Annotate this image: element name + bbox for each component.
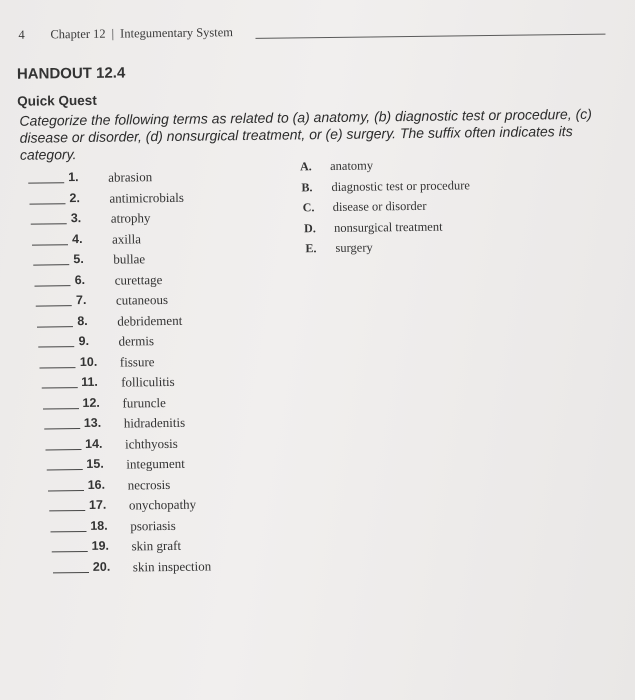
question-number: 15. [86, 456, 104, 471]
answer-blank[interactable] [36, 305, 72, 306]
question-term: psoriasis [130, 517, 176, 533]
question-number: 11. [81, 374, 98, 390]
answer-blank[interactable] [40, 367, 76, 368]
question-term: integument [126, 455, 185, 472]
question-term: onychopathy [128, 496, 197, 513]
answer-blank[interactable] [33, 264, 69, 265]
question-number: 13. [83, 415, 102, 431]
question-number: 4. [71, 231, 83, 246]
question-term: bullae [113, 251, 146, 267]
question-term: skin graft [131, 537, 182, 554]
answer-blank[interactable] [31, 223, 67, 224]
question-term: necrosis [127, 476, 171, 492]
question-term: axilla [111, 230, 142, 247]
question-term: folliculitis [121, 373, 175, 390]
question-term: furuncle [122, 394, 166, 411]
category-text: diagnostic test or procedure [331, 177, 470, 194]
chapter-label: Chapter 12 [50, 26, 106, 42]
answer-blank[interactable] [32, 244, 68, 245]
answer-blank[interactable] [52, 551, 88, 552]
question-number: 12. [82, 395, 100, 410]
header-separator: | [111, 26, 115, 41]
handout-subtitle: Quick Quest [17, 92, 97, 109]
answer-blank[interactable] [41, 387, 77, 388]
question-number: 6. [74, 272, 86, 287]
answer-blank[interactable] [28, 182, 64, 183]
category-letter: A. [299, 159, 312, 174]
answer-blank[interactable] [35, 285, 71, 286]
answer-blank[interactable] [50, 530, 86, 531]
answer-blank[interactable] [39, 346, 75, 347]
handout-title: HANDOUT 12.4 [16, 64, 126, 83]
section-label: Integumentary System [120, 25, 234, 41]
answer-blank[interactable] [37, 326, 73, 327]
answer-blank[interactable] [43, 408, 79, 409]
question-term: antimicrobials [109, 189, 184, 206]
category-letter: D. [304, 220, 316, 235]
category-text: nonsurgical treatment [334, 219, 443, 235]
question-number: 7. [75, 292, 87, 308]
question-term: fissure [119, 353, 155, 370]
question-number: 1. [68, 170, 79, 185]
question-number: 10. [79, 354, 98, 369]
category-item [300, 156, 373, 175]
category-text: surgery [335, 240, 373, 255]
page-number: 4 [18, 27, 25, 42]
answer-blank[interactable] [46, 469, 82, 470]
question-term: dermis [118, 333, 155, 349]
category-letter: E. [305, 241, 317, 256]
category-item [305, 238, 372, 257]
question-term: debridement [117, 312, 183, 329]
question-number: 5. [73, 251, 84, 267]
question-term: hidradenitis [123, 414, 186, 431]
question-number: 17. [88, 497, 107, 512]
category-letter: C. [302, 200, 315, 215]
category-item [304, 217, 443, 237]
question-term: skin inspection [132, 557, 212, 574]
question-number: 14. [84, 436, 103, 451]
answer-blank[interactable] [44, 428, 80, 429]
question-number: 8. [77, 313, 88, 328]
category-item [301, 176, 470, 196]
question-term: atrophy [110, 210, 151, 226]
answer-blank[interactable] [53, 571, 89, 572]
answer-blank[interactable] [30, 203, 66, 204]
question-term: ichthyosis [124, 435, 178, 452]
answer-blank[interactable] [45, 449, 81, 450]
category-letter: B. [301, 179, 313, 194]
question-number: 18. [90, 518, 108, 533]
answer-blank[interactable] [48, 490, 84, 491]
question-number: 20. [92, 559, 111, 574]
instructions: Categorize the following terms as related to (a) anatomy, (b) diagnostic test or procedure, (c) disease or disorder, (d) nonsurgical treatment, or (e) surgery. The suffix often indicates its category. [19, 105, 592, 163]
question-number: 3. [70, 211, 82, 226]
question-term: abrasion [108, 169, 153, 185]
question-number: 16. [87, 477, 106, 492]
question-term: curettage [114, 271, 163, 288]
category-text: anatomy [329, 158, 374, 173]
question-number: 2. [69, 190, 80, 205]
category-item [303, 197, 427, 217]
category-text: disease or disorder [332, 198, 427, 214]
answer-blank[interactable] [49, 510, 85, 511]
question-number: 19. [91, 538, 110, 553]
question-number: 9. [78, 333, 90, 349]
question-term: cutaneous [115, 291, 169, 308]
